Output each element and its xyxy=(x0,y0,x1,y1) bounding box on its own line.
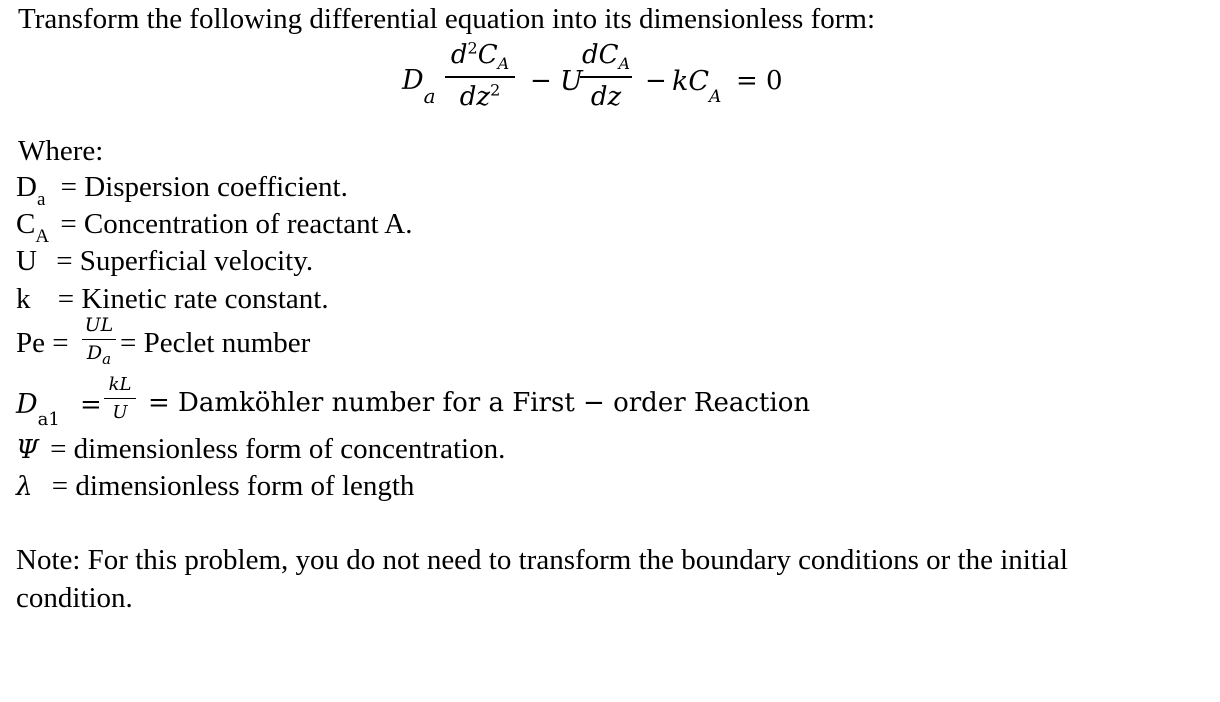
eq-D-term: $D_a$ xyxy=(402,65,436,109)
u-symbol: U xyxy=(16,245,37,277)
pe-text: = Peclet number xyxy=(120,327,311,359)
note-line-2: condition. xyxy=(16,582,133,614)
k-symbol: k xyxy=(16,283,31,315)
eq-second-derivative-fraction xyxy=(445,40,515,112)
definition-concentration: $C_A$ = Concentration of reactant A. xyxy=(16,208,413,247)
dam-numerator: kL xyxy=(108,374,132,395)
pe-numerator: UL xyxy=(84,314,114,336)
eq-frac1-numerator: $d^2C_A$ xyxy=(450,38,510,74)
da-symbol: $D_a$ xyxy=(16,171,46,210)
psi-symbol: Ψ xyxy=(16,435,39,465)
pe-fraction xyxy=(82,314,116,368)
pe-denominator: $D_a$ xyxy=(86,342,112,368)
eq-frac2-bar xyxy=(580,76,632,78)
dam-text: = Damköhler number for a First − order Reaction xyxy=(148,388,811,418)
pe-symbol: Pe = xyxy=(16,327,69,359)
eq-minus-1: − xyxy=(530,66,552,96)
definition-psi: Ψ = dimensionless form of concentration. xyxy=(16,433,506,465)
definition-lambda: λ = dimensionless form of length xyxy=(16,470,415,502)
definition-dispersion: $D_a$ = Dispersion coefficient. xyxy=(16,171,348,210)
dam-symbol: $D_{a1}$ xyxy=(16,389,60,431)
definition-rate-constant: k = Kinetic rate constant. xyxy=(16,283,329,315)
definition-velocity: U = Superficial velocity. xyxy=(16,245,314,277)
eq-equals-zero: = 0 xyxy=(736,66,783,96)
note-line-1: Note: For this problem, you do not need to transform the boundary conditions or the initial xyxy=(16,544,1068,576)
where-label: Where: xyxy=(18,135,104,167)
dam-equals: = xyxy=(80,390,102,420)
dam-fraction-bar xyxy=(104,398,136,399)
eq-frac2-denominator: dz xyxy=(590,82,622,112)
ca-symbol: $C_A$ xyxy=(16,208,50,247)
intro-text: Transform the following differential equation into its dimensionless form: xyxy=(18,3,876,35)
eq-frac1-bar xyxy=(445,76,515,78)
eq-first-derivative-fraction xyxy=(580,40,632,112)
dam-denominator: U xyxy=(112,402,128,423)
lambda-symbol: λ xyxy=(16,472,33,502)
eq-kC-term: $kC_A$ xyxy=(672,66,722,108)
eq-frac2-numerator: $dC_A$ xyxy=(581,40,631,74)
eq-frac1-denominator: $dz^2$ xyxy=(459,80,501,112)
eq-minus-2: − xyxy=(645,66,667,96)
pe-fraction-bar xyxy=(82,339,116,340)
dam-fraction xyxy=(104,374,136,423)
eq-U: U xyxy=(560,66,583,97)
